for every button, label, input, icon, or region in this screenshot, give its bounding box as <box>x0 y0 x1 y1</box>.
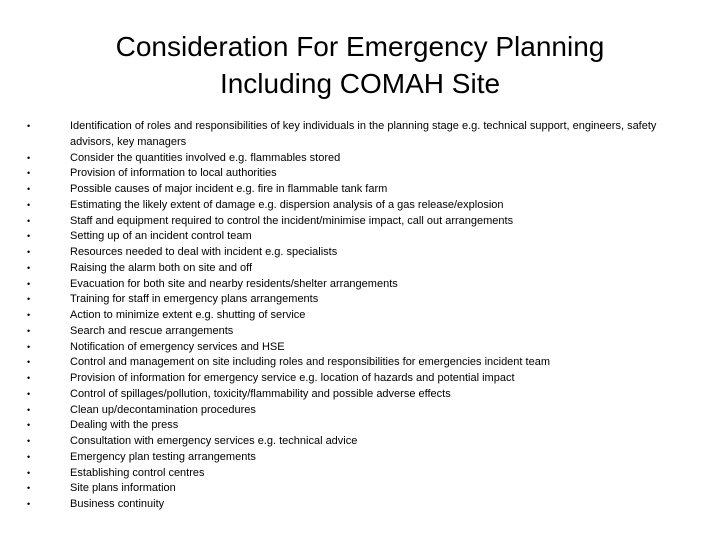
bullet-text: Possible causes of major incident e.g. fire in flammable tank farm <box>70 183 388 195</box>
bullet-dot-icon: • <box>27 247 31 257</box>
bullet-dot-icon: • <box>27 278 31 289</box>
bullet-text: Establishing control centres <box>70 466 205 479</box>
bullet-dot-icon: • <box>27 231 31 242</box>
bullet-dot-icon: • <box>27 215 31 226</box>
bullet-item <box>27 214 697 230</box>
bullet-text: Dealing with the press <box>70 419 179 432</box>
bullet-dot-icon: • <box>27 436 31 446</box>
bullet-dot-icon: • <box>27 310 31 320</box>
bullet-text: Clean up/decontamination procedures <box>70 403 256 416</box>
bullet-item <box>27 355 697 371</box>
bullet-text: Evacuation for both site and nearby residents/shelter arrangements <box>70 277 398 290</box>
slide-title <box>40 28 680 102</box>
bullet-item <box>27 340 697 356</box>
bullet-dot-icon: • <box>27 199 31 210</box>
bullet-text: Identification of roles and responsibilities of key individuals in the planning stage e.g. technical support, engineers, safety advisors, key managers <box>70 120 657 148</box>
bullet-item <box>27 371 697 387</box>
bullet-item <box>27 418 697 434</box>
bullet-item <box>27 182 697 198</box>
bullet-text: Training for staff in emergency plans arrangements <box>70 293 319 306</box>
bullet-item <box>27 277 697 293</box>
bullet-dot-icon: • <box>27 184 31 194</box>
bullet-item <box>27 166 697 182</box>
bullet-item <box>27 450 697 466</box>
bullet-dot-icon: • <box>27 499 31 509</box>
bullet-dot-icon: • <box>27 357 31 368</box>
bullet-dot-icon: • <box>27 373 31 383</box>
bullet-item <box>27 229 697 245</box>
bullet-dot-icon: • <box>27 388 31 399</box>
bullet-text: Business continuity <box>70 498 165 510</box>
bullet-dot-icon: • <box>27 294 31 305</box>
bullet-item <box>27 387 697 403</box>
bullet-text: Provision of information for emergency service e.g. location of hazards and potential impact <box>70 372 515 384</box>
bullet-item <box>27 403 697 419</box>
bullet-item <box>27 324 697 340</box>
bullet-item <box>27 497 697 513</box>
slide-title-line-2: Including COMAH Site <box>219 68 501 99</box>
bullet-dot-icon: • <box>27 262 31 273</box>
bullet-dot-icon: • <box>27 404 31 415</box>
bullet-dot-icon: • <box>27 168 31 179</box>
bullet-dot-icon: • <box>27 483 31 494</box>
bullet-text: Control of spillages/pollution, toxicity/flammability and possible adverse effects <box>70 387 451 400</box>
bullet-dot-icon: • <box>27 420 31 431</box>
bullet-text: Action to minimize extent e.g. shutting of service <box>70 309 306 321</box>
bullet-text: Staff and equipment required to control the incident/minimise impact, call out arrangements <box>70 214 514 227</box>
bullet-item <box>27 308 697 324</box>
bullet-dot-icon: • <box>27 121 31 131</box>
bullet-dot-icon: • <box>27 341 31 352</box>
bullet-text: Notification of emergency services and HSE <box>70 340 285 353</box>
bullet-text: Raising the alarm both on site and off <box>70 261 253 274</box>
bullet-text: Provision of information to local authorities <box>70 167 277 180</box>
bullet-text: Consultation with emergency services e.g. technical advice <box>70 435 358 447</box>
bullet-item <box>27 434 697 450</box>
bullet-text: Estimating the likely extent of damage e.g. dispersion analysis of a gas release/explosion <box>70 198 504 211</box>
bullet-item <box>27 245 697 261</box>
bullet-dot-icon: • <box>27 451 31 462</box>
slide-title-line-1: Consideration For Emergency Planning <box>115 31 605 62</box>
bullet-item <box>27 292 697 308</box>
bullet-list <box>27 119 697 513</box>
bullet-text: Emergency plan testing arrangements <box>70 450 256 463</box>
bullet-item <box>27 261 697 277</box>
bullet-item <box>27 481 697 497</box>
bullet-item <box>27 466 697 482</box>
bullet-dot-icon: • <box>27 325 31 336</box>
bullet-text: Control and management on site including roles and responsibilities for emergencies incident team <box>70 356 550 369</box>
bullet-item <box>27 198 697 214</box>
bullet-item <box>27 119 697 151</box>
bullet-dot-icon: • <box>27 152 31 163</box>
bullet-text: Setting up of an incident control team <box>70 230 252 243</box>
bullet-text: Site plans information <box>70 482 176 495</box>
bullet-text: Resources needed to deal with incident e.g. specialists <box>70 246 338 258</box>
bullet-item <box>27 151 697 167</box>
bullet-text: Search and rescue arrangements <box>70 324 234 337</box>
bullet-text: Consider the quantities involved e.g. flammables stored <box>70 151 341 164</box>
bullet-dot-icon: • <box>27 467 31 478</box>
